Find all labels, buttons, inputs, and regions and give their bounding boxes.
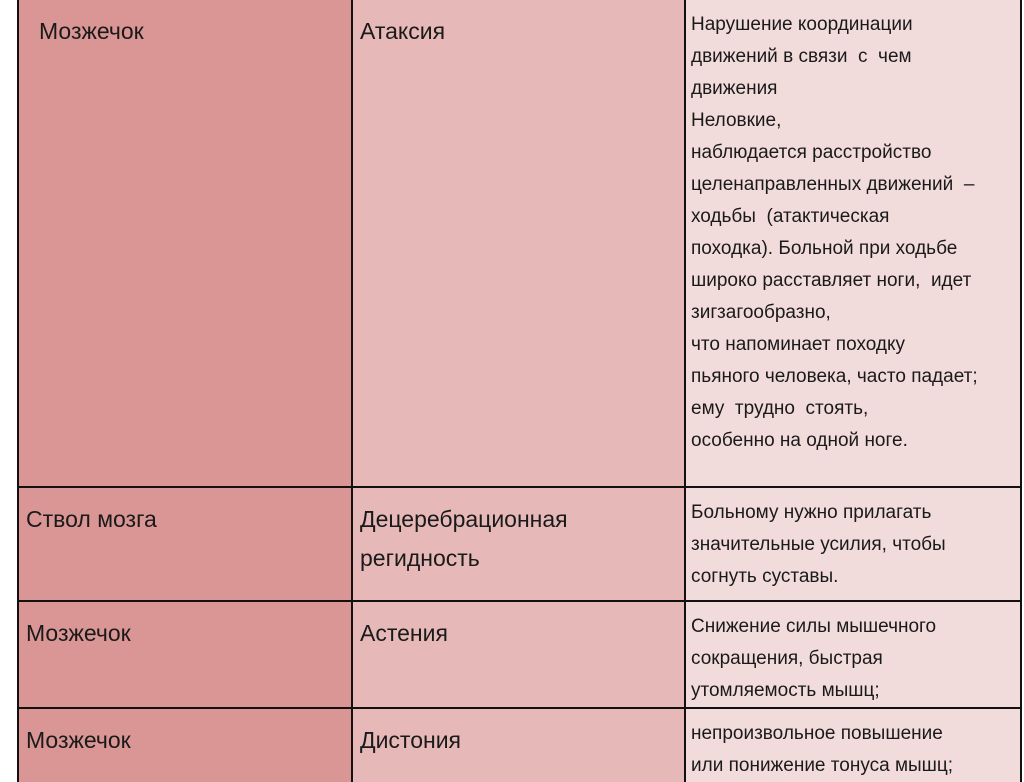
description-line: движений в связи с чем bbox=[691, 46, 912, 67]
table-row bbox=[18, 601, 1021, 708]
description-line: широко расставляет ноги, идет bbox=[691, 270, 972, 291]
description-line: пьяного человека, часто падает; bbox=[691, 366, 978, 387]
table-row bbox=[18, 0, 1021, 487]
description-line: особенно на одной ноге. bbox=[691, 430, 908, 451]
symptom-line: Атаксия bbox=[360, 18, 446, 44]
symptoms-table bbox=[17, 0, 1022, 782]
symptom-cell bbox=[352, 601, 685, 708]
description-line: согнуть суставы. bbox=[691, 566, 839, 587]
description-text bbox=[686, 602, 1020, 707]
symptom-line: Децеребрационная bbox=[360, 506, 568, 532]
structure-cell bbox=[18, 708, 352, 782]
structure-label: Мозжечок bbox=[26, 727, 131, 753]
description-line: непроизвольное повышение bbox=[691, 723, 943, 744]
description-line: походка). Больной при ходьбе bbox=[691, 238, 958, 259]
structure-label: Ствол мозга bbox=[26, 506, 157, 532]
symptom-cell bbox=[352, 487, 685, 601]
symptom-label bbox=[353, 0, 684, 51]
table-row bbox=[18, 487, 1021, 601]
description-line: Нарушение координации bbox=[691, 14, 913, 35]
description-line: ему трудно стоять, bbox=[691, 398, 869, 419]
description-line: Неловкие, bbox=[691, 110, 782, 131]
symptom-label bbox=[353, 602, 684, 653]
symptom-cell bbox=[352, 708, 685, 782]
description-line: что напоминает походку bbox=[691, 334, 905, 355]
structure-cell bbox=[18, 0, 352, 487]
description-line: движения bbox=[691, 78, 778, 99]
description-text bbox=[686, 709, 1020, 782]
description-cell bbox=[685, 487, 1021, 601]
description-line: целенаправленных движений – bbox=[691, 174, 975, 195]
description-line: наблюдается расстройство bbox=[691, 142, 932, 163]
description-line: зигзагообразно, bbox=[691, 302, 831, 323]
structure-cell bbox=[18, 487, 352, 601]
description-line: ходьбы (атактическая bbox=[691, 206, 890, 227]
symptom-label bbox=[353, 488, 684, 578]
symptom-cell bbox=[352, 0, 685, 487]
description-line: Больному нужно прилагать bbox=[691, 502, 932, 523]
symptom-line: регидность bbox=[360, 545, 480, 571]
table-row bbox=[18, 708, 1021, 782]
description-cell bbox=[685, 601, 1021, 708]
structure-label: Мозжечок bbox=[26, 620, 131, 646]
description-line: Снижение силы мышечного bbox=[691, 616, 937, 637]
description-line: или понижение тонуса мышц; bbox=[691, 755, 954, 776]
description-text bbox=[686, 488, 1020, 593]
structure-cell bbox=[18, 601, 352, 708]
description-text bbox=[686, 0, 1020, 457]
symptoms-table-wrapper bbox=[17, 0, 1020, 776]
description-line: утомляемость мышц; bbox=[691, 680, 880, 701]
description-cell bbox=[685, 708, 1021, 782]
symptom-line: Дистония bbox=[360, 727, 461, 753]
description-line: значительные усилия, чтобы bbox=[691, 534, 946, 555]
description-cell bbox=[685, 0, 1021, 487]
structure-label: Мозжечок bbox=[39, 18, 144, 44]
description-line: сокращения, быстрая bbox=[691, 648, 883, 669]
symptom-label bbox=[353, 709, 684, 760]
symptom-line: Астения bbox=[360, 620, 448, 646]
